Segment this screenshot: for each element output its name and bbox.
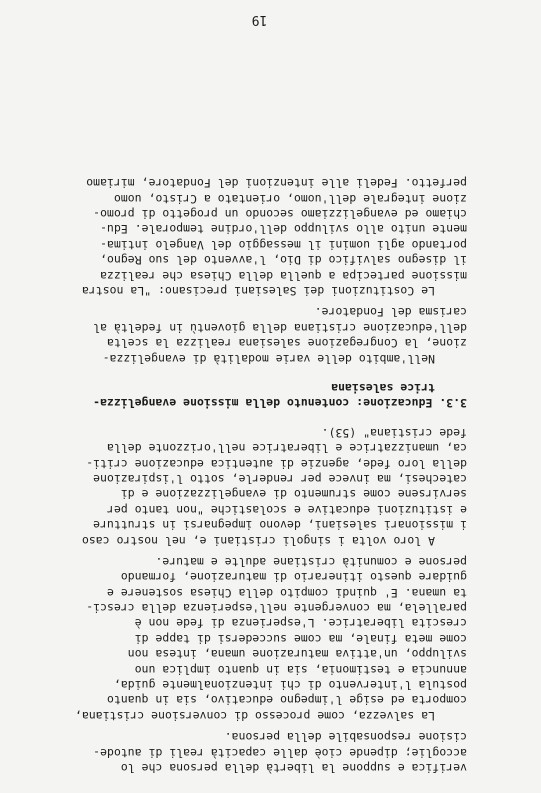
section-heading	[52, 380, 467, 411]
text-line: crescita liberatrice. L'esperienza di fede non è	[134, 616, 467, 631]
text-line: catechesi, ma invece per renderle, sotto l'ispirazione	[93, 471, 467, 486]
paragraph-4	[52, 304, 467, 366]
text-line: della loro fede, agenzie di autentica educazione criti-	[86, 456, 467, 471]
text-line: Le Costituzioni dei Salesiani precisano: "La nostra	[81, 284, 435, 299]
text-line: carisma del Fondatore.	[314, 305, 467, 320]
paragraph-3	[52, 424, 467, 547]
heading-line: 3.3. Educazione: contenuto della missione evangelizza-	[93, 396, 467, 411]
text-line: ta umana. E' quindi compito della Chiesa sostenere e	[106, 585, 467, 600]
text-line: portando agli uomini il messaggio del Vangelo intima-	[100, 237, 467, 252]
text-line: ca, umanizzatrice e liberatrice nell'orizzonte della	[106, 441, 467, 456]
paragraph-5	[52, 175, 467, 298]
text-line: missione partecipa a quella della Chiesa che realizza	[100, 268, 467, 283]
text-line: verifica e suppone la libertà della persona che lo	[120, 761, 467, 775]
text-line: A loro volta i singoli cristiani e, nel nostro caso	[81, 533, 435, 548]
text-line: mente unito allo sviluppo dell'ordine temporale. Edu-	[100, 222, 467, 237]
text-line: fede cristiana" (53).	[321, 425, 467, 440]
text-line: zione, la Congregazione salesiana realizza la scelta	[106, 336, 467, 351]
text-line: dell'educazione cristiana della gioventù in fedeltà al	[93, 320, 467, 335]
text-line: Nell'ambito delle varie modalità di evangelizza-	[102, 351, 435, 366]
text-line: il disegno salvifico di Dio, l'avvento del suo Regno,	[100, 253, 467, 268]
page-text-block	[52, 12, 467, 775]
text-line: La salvezza, come processo di conversione cristiana,	[74, 708, 435, 723]
paragraph-2	[52, 554, 467, 723]
paragraph-1	[52, 729, 467, 775]
text-line: cisione responsabile della persona.	[224, 730, 467, 745]
text-line: accoglie; dipende cioè dalle capacità reali di autode-	[93, 745, 467, 760]
text-line: annuncia e testimonia, sia in quanto implica uno	[134, 662, 467, 677]
text-line: perfetto. Fedeli alle intenzioni del Fondatore, miriamo	[86, 176, 467, 191]
text-line: comporta ed esige l'impegno educativo, sia in quanto	[106, 693, 467, 708]
text-line: come meta finale, ma come succedersi di tappe di	[134, 631, 467, 646]
text-line: parallela, ma convergente nell'esperienza della cresci-	[86, 601, 467, 616]
spacer	[52, 410, 467, 418]
spacer	[52, 366, 467, 374]
heading-line: trice salesiana	[331, 381, 435, 396]
page-number: 19	[251, 12, 268, 27]
text-line: e istituzioni educative e scolastiche "non tanto per	[106, 502, 467, 517]
text-line: i missionari salesiani, devono impegnarsi in strutture	[93, 518, 467, 533]
text-line: guidare questo itinerario di maturazione, formando	[120, 570, 467, 585]
text-line: chiamo ed evangelizziamo secondo un progetto di promo-	[93, 207, 467, 222]
text-line: sviluppo, un'attiva maturazione umana, intesa non	[127, 647, 467, 662]
text-line: zione integrale dell'uomo, orientato a Cristo, uomo	[113, 191, 467, 206]
text-line: postula l'intervento di chi intenzionalmente guida,	[113, 678, 467, 693]
text-line: persone e comunità cristiane adulte e mature.	[155, 554, 467, 569]
text-line: servirsene come strumento di evangelizzazione e di	[120, 487, 467, 502]
